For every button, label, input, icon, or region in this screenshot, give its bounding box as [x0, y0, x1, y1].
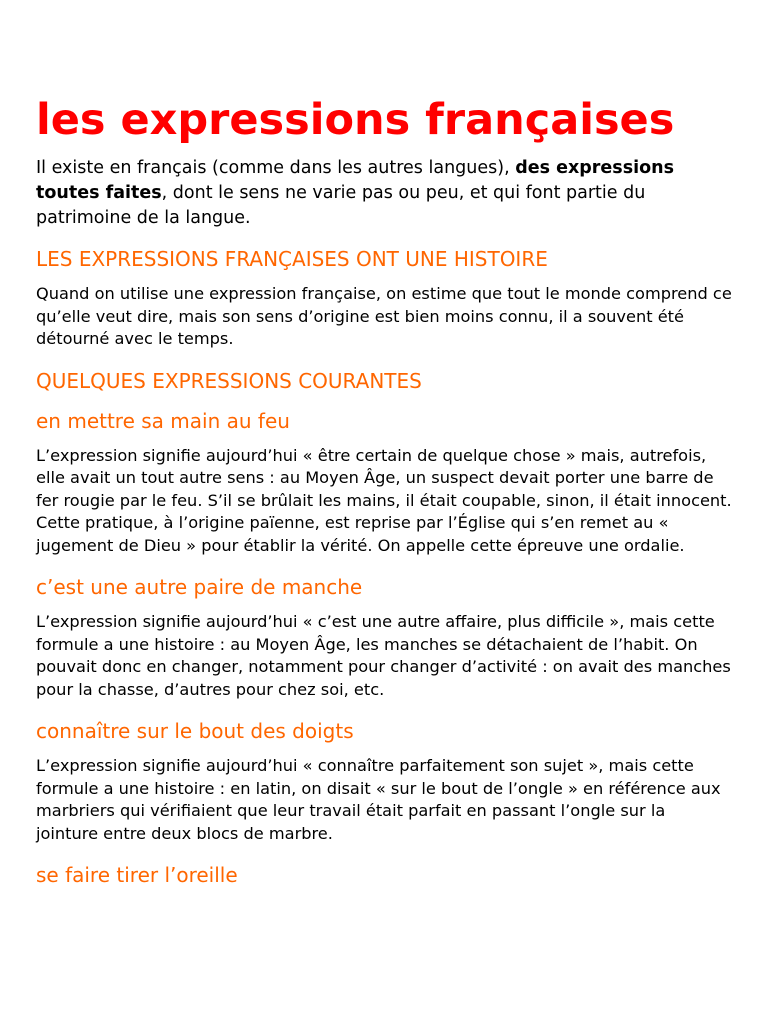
- page-title: les expressions françaises: [36, 95, 675, 145]
- section-heading-bout-des-doigts: connaître sur le bout des doigts: [36, 719, 354, 743]
- section-text-paire-de-manche: L’expression signifie aujourd’hui « c’est une autre affaire, plus difficile », mais cette formule a une histoire : au Moyen Âge, les manches se détachaient de l’habit. On pouvait donc en changer, notamment pour changer d’activité : on avait des manches pour la chasse, d’autres pour chez soi, etc.: [36, 612, 731, 699]
- intro-text-bold: des expressions toutes faites: [36, 158, 675, 203]
- section-heading-paire-de-manche: c’est une autre paire de manche: [36, 575, 363, 599]
- intro-text-before: Il existe en français (comme dans les autres langues),: [36, 158, 516, 178]
- section-heading-main-au-feu: en mettre sa main au feu: [36, 408, 290, 433]
- intro-paragraph: [36, 156, 732, 231]
- intro-text-after: , dont le sens ne varie pas ou peu, et qui font partie du patrimoine de la langue.: [36, 183, 646, 228]
- section-heading-histoire: LES EXPRESSIONS FRANÇAISES ONT UNE HISTOIRE: [36, 247, 548, 271]
- section-text-main-au-feu: L’expression signifie aujourd’hui « être certain de quelque chose » mais, autrefois, elle avait un tout autre sens : au Moyen Âge, un suspect devait porter une barre de fer rougie par le feu. S’il se brûlait les mains, il était coupable, sinon, il était innocent. Cette pratique, à l’origine païenne, est reprise par l’Église qui s’en remet au « jugement de Dieu » pour établir la vérité. On appelle cette épreuve une ordalie.: [36, 445, 732, 555]
- section-text-histoire: Quand on utilise une expression française, on estime que tout le monde comprend ce qu’elle veut dire, mais son sens d’origine est bien moins connu, il a souvent été détourné avec le temps.: [36, 284, 732, 348]
- section-heading-courantes: QUELQUES EXPRESSIONS COURANTES: [36, 368, 422, 393]
- section-heading-tirer-oreille: se faire tirer l’oreille: [36, 863, 238, 887]
- section-text-bout-des-doigts: L’expression signifie aujourd’hui « connaître parfaitement son sujet », mais cette formule a une histoire : en latin, on disait « sur le bout de l’ongle » en référence aux marbriers qui vérifiaient que leur travail était parfait en passant l’ongle sur la jointure entre deux blocs de marbre.: [36, 756, 721, 843]
